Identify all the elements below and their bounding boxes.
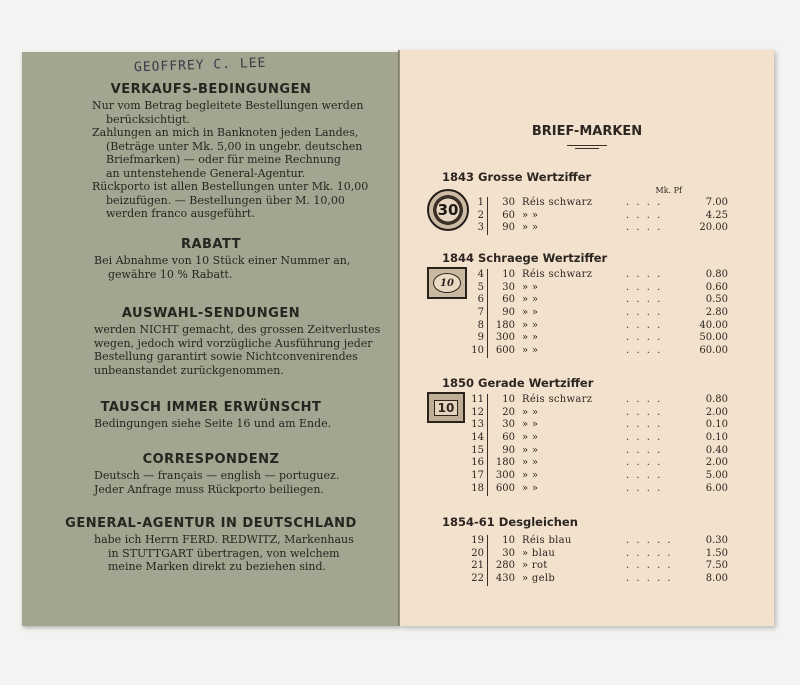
row-number: 4 <box>477 269 484 280</box>
leader-dots: . . . . <box>626 470 663 482</box>
table-row <box>442 269 762 282</box>
row-description: » rot <box>522 560 548 572</box>
leader-dots: . . . . <box>626 482 663 494</box>
correspondenz-line: Jeder Anfrage muss Rückporto beiliegen. <box>94 482 324 496</box>
row-description: » » <box>522 222 539 234</box>
leader-dots: . . . . <box>626 419 663 431</box>
row-description: » » <box>522 470 539 482</box>
verkaufs-heading: VERKAUFS-BEDINGUNGEN <box>110 82 312 97</box>
row-price: 40.00 <box>699 319 728 331</box>
stamp-value: 10 <box>434 400 459 416</box>
row-description: » » <box>522 319 539 331</box>
row-denomination: 300 <box>495 332 515 344</box>
row-number: 12 <box>471 406 484 418</box>
table-row <box>442 457 762 470</box>
leader-dots: . . . . <box>626 394 663 405</box>
general-line: habe ich Herrn FERD. REDWITZ, Markenhaus <box>94 533 354 546</box>
row-number: 3 <box>477 222 484 234</box>
row-denomination: 20 <box>502 406 515 418</box>
table-row <box>442 282 762 295</box>
leader-dots: . . . . <box>626 432 663 444</box>
row-number: 9 <box>477 332 484 344</box>
leader-dots: . . . . <box>626 222 663 234</box>
title-rule <box>575 148 599 149</box>
row-number: 22 <box>471 573 484 585</box>
row-price: 0.10 <box>705 419 728 431</box>
left-page <box>22 52 400 626</box>
leader-dots: . . . . <box>626 307 663 319</box>
table-row <box>442 210 762 223</box>
leader-dots: . . . . . <box>626 547 673 559</box>
row-price: 0.60 <box>705 281 728 293</box>
general-line: meine Marken direkt zu beziehen sind. <box>108 560 327 573</box>
correspondenz-section <box>22 452 400 496</box>
row-price: 20.00 <box>699 222 728 234</box>
leader-dots: . . . . <box>626 332 663 344</box>
table-row <box>442 432 762 445</box>
row-denomination: 300 <box>495 470 515 482</box>
leader-dots: . . . . . <box>626 535 673 546</box>
row-price: 0.30 <box>705 535 728 546</box>
row-number: 19 <box>471 535 484 546</box>
table-row <box>442 573 762 586</box>
row-denomination: 430 <box>495 573 515 585</box>
table-row <box>442 419 762 432</box>
table-row <box>442 394 762 407</box>
general-line: in STUTTGART übertragen, von welchem <box>108 546 340 560</box>
row-number: 2 <box>477 209 484 221</box>
row-denomination: 90 <box>502 222 515 234</box>
row-number: 5 <box>477 281 484 293</box>
row-number: 20 <box>471 547 484 559</box>
rabatt-line: gewähre 10 % Rabatt. <box>108 267 233 281</box>
leader-dots: . . . . <box>626 319 663 331</box>
row-price: 8.00 <box>705 573 728 585</box>
page-title: BRIEF-MARKEN <box>531 124 643 139</box>
verkaufs-line: werden franco ausgeführt. <box>106 207 255 220</box>
leader-dots: . . . . <box>626 197 663 208</box>
row-description: Réis schwarz <box>522 269 593 280</box>
row-number: 10 <box>471 345 484 357</box>
leader-dots: . . . . <box>626 209 663 221</box>
row-denomination: 180 <box>495 457 515 469</box>
row-price: 0.40 <box>705 444 728 456</box>
verkaufs-line: (Beträge unter Mk. 5,00 in ungebr. deutschen <box>106 139 363 153</box>
verkaufs-line: beizufügen. — Bestellungen über M. 10,00 <box>106 193 345 207</box>
leader-dots: . . . . . <box>626 560 673 572</box>
row-price: 4.25 <box>705 209 728 221</box>
rabatt-line: Bei Abnahme von 10 Stück einer Nummer an, <box>94 254 351 267</box>
table-row <box>442 535 762 548</box>
row-denomination: 30 <box>502 419 515 431</box>
row-number: 7 <box>477 307 484 319</box>
row-price: 7.00 <box>705 197 728 208</box>
title-rule <box>567 145 607 146</box>
verkaufs-line: Zahlungen an mich in Banknoten jeden Landes, <box>92 126 359 139</box>
row-description: » » <box>522 209 539 221</box>
row-denomination: 180 <box>495 319 515 331</box>
row-number: 18 <box>471 482 484 494</box>
row-denomination: 60 <box>502 294 515 306</box>
auswahl-heading: AUSWAHL-SENDUNGEN <box>121 306 301 321</box>
section-1850 <box>437 376 762 496</box>
leader-dots: . . . . . <box>626 573 673 585</box>
row-number: 14 <box>471 432 484 444</box>
section-heading: 1850 Gerade Wertziffer <box>442 376 594 390</box>
stamp-value: 10 <box>433 273 461 293</box>
right-page <box>400 50 774 626</box>
row-number: 11 <box>471 394 484 405</box>
row-number: 8 <box>477 319 484 331</box>
row-description: » blau <box>522 547 556 559</box>
rabatt-section <box>22 237 400 281</box>
row-description: » » <box>522 432 539 444</box>
row-price: 5.00 <box>705 470 728 482</box>
row-number: 21 <box>471 560 484 572</box>
row-price: 7.50 <box>705 560 728 572</box>
auswahl-line: Bestellung garantirt sowie Nichtconvenirendes <box>94 350 358 363</box>
verkaufs-line: Briefmarken) — oder für meine Rechnung <box>106 153 341 166</box>
row-number: 15 <box>471 444 484 456</box>
stamp-image-30: 30 <box>427 189 469 231</box>
row-price: 50.00 <box>699 332 728 344</box>
row-denomination: 280 <box>495 560 515 572</box>
verkaufs-line: Nur vom Betrag begleitete Bestellungen werden <box>92 99 364 112</box>
auswahl-line: werden NICHT gemacht, des grossen Zeitverlustes <box>94 323 381 336</box>
row-description: » » <box>522 406 539 418</box>
row-description: » » <box>522 345 539 357</box>
leader-dots: . . . . <box>626 269 663 280</box>
row-description: » » <box>522 482 539 494</box>
table-row <box>442 407 762 420</box>
row-denomination: 10 <box>502 269 515 280</box>
rabatt-heading: RABATT <box>180 237 242 252</box>
table-row <box>442 345 762 358</box>
row-denomination: 30 <box>502 197 515 208</box>
general-section <box>22 516 400 574</box>
row-denomination: 30 <box>502 281 515 293</box>
row-denomination: 90 <box>502 444 515 456</box>
leader-dots: . . . . <box>626 294 663 306</box>
row-denomination: 60 <box>502 432 515 444</box>
leader-dots: . . . . <box>626 444 663 456</box>
row-description: » » <box>522 419 539 431</box>
row-number: 6 <box>477 294 484 306</box>
row-number: 17 <box>471 470 484 482</box>
row-price: 0.80 <box>705 394 728 405</box>
auswahl-line: unbeanstandet zurückgenommen. <box>94 363 284 377</box>
auswahl-section <box>22 306 400 377</box>
row-description: » » <box>522 457 539 469</box>
table-row <box>442 320 762 333</box>
correspondenz-heading: CORRESPONDENZ <box>142 452 280 467</box>
row-denomination: 90 <box>502 307 515 319</box>
tausch-section <box>22 400 400 431</box>
section-1843 <box>437 170 762 235</box>
table-row <box>442 445 762 458</box>
leader-dots: . . . . <box>626 457 663 469</box>
row-number: 1 <box>477 197 484 208</box>
handwritten-name: GEOFFREY C. LEE <box>133 55 267 76</box>
leader-dots: . . . . <box>626 345 663 357</box>
row-price: 2.80 <box>705 307 728 319</box>
row-denomination: 30 <box>502 547 515 559</box>
table-row <box>442 197 762 210</box>
tausch-heading: TAUSCH IMMER ERWÜNSCHT <box>100 400 322 415</box>
section-heading: 1843 Grosse Wertziffer <box>442 170 592 184</box>
verkaufs-line: Rückporto ist allen Bestellungen unter Mk. 10,00 <box>92 180 369 193</box>
section-heading: 1844 Schraege Wertziffer <box>442 251 608 265</box>
verkaufs-section <box>22 82 400 221</box>
row-number: 16 <box>471 457 484 469</box>
row-price: 0.50 <box>705 294 728 306</box>
section-1854-61 <box>442 515 762 586</box>
row-description: » » <box>522 281 539 293</box>
row-denomination: 600 <box>495 345 515 357</box>
row-price: 60.00 <box>699 345 728 357</box>
row-description: Réis schwarz <box>522 197 593 208</box>
row-description: » » <box>522 332 539 344</box>
correspondenz-line: Deutsch — français — english — portuguez. <box>94 469 340 482</box>
verkaufs-line: an untenstehende General-Agentur. <box>106 166 306 180</box>
row-description: » » <box>522 444 539 456</box>
row-price: 2.00 <box>705 457 728 469</box>
row-denomination: 10 <box>502 394 515 405</box>
row-denomination: 60 <box>502 209 515 221</box>
row-description: » » <box>522 294 539 306</box>
tausch-line: Bedingungen siehe Seite 16 und am Ende. <box>94 417 332 430</box>
row-description: Réis schwarz <box>522 394 593 405</box>
row-price: 2.00 <box>705 406 728 418</box>
table-row <box>442 294 762 307</box>
row-price: 6.00 <box>705 482 728 494</box>
general-heading: GENERAL-AGENTUR IN DEUTSCHLAND <box>65 516 357 531</box>
row-denomination: 10 <box>502 535 515 546</box>
auswahl-line: wegen, jedoch wird vorzügliche Ausführung jeder <box>94 336 373 350</box>
verkaufs-line: berücksichtigt. <box>106 112 191 126</box>
row-description: Réis blau <box>522 535 572 546</box>
leader-dots: . . . . <box>626 281 663 293</box>
table-row <box>442 222 762 235</box>
row-denomination: 600 <box>495 482 515 494</box>
row-description: » gelb <box>522 573 556 585</box>
section-1844 <box>442 251 762 358</box>
leader-dots: . . . . <box>626 406 663 418</box>
row-number: 13 <box>471 419 484 431</box>
table-row <box>442 560 762 573</box>
row-price: 1.50 <box>705 547 728 559</box>
table-row <box>442 332 762 345</box>
row-price: 0.10 <box>705 432 728 444</box>
price-column-header: Mk. Pf <box>655 186 682 195</box>
table-row <box>442 470 762 483</box>
table-row <box>442 307 762 320</box>
table-row <box>442 483 762 496</box>
row-description: » » <box>522 307 539 319</box>
section-heading: 1854-61 Desgleichen <box>442 515 578 529</box>
row-price: 0.80 <box>705 269 728 280</box>
table-row <box>442 548 762 561</box>
